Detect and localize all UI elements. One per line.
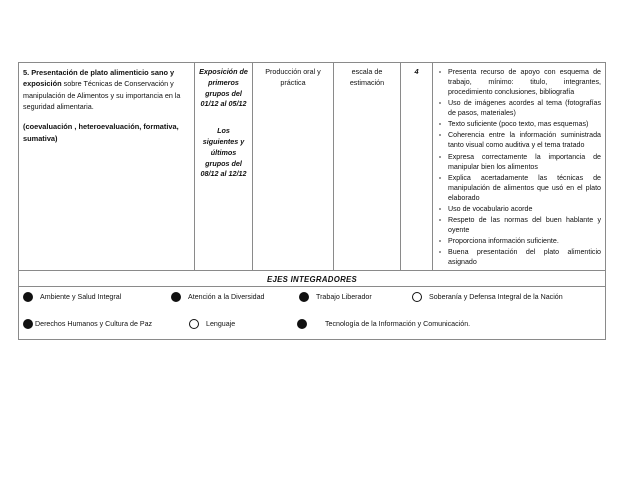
eje-tecnologia-informacion-comunicacion[interactable] — [297, 319, 470, 329]
list-item: Respeto de las normas del buen hablante y oyente — [437, 215, 601, 235]
list-item: Uso de vocabulario acorde — [437, 204, 601, 214]
list-item: Texto suficiente (poco texto, mas esquemas) — [437, 119, 601, 129]
activity-detail: sobre Técnicas de Conservación y manipulación de Alimentos y su importancia en la seguridad alimentaria. — [23, 79, 181, 112]
list-item: Expresa correctamente la importancia de manipular bien los alimentos — [437, 152, 601, 172]
radio-filled-icon — [297, 319, 307, 329]
cell-value: 4 — [401, 63, 433, 271]
ejes-items-row — [19, 287, 606, 340]
cell-dates — [195, 63, 253, 271]
activity-title: 5. Presentación de plato alimenticio sano y exposición — [23, 68, 175, 89]
activity-evaluation-types: (coevaluación , heteroevaluación, formativa, sumativa) — [23, 122, 179, 143]
ejes-title-row — [19, 271, 606, 287]
radio-filled-icon — [171, 292, 181, 302]
cell-criteria — [433, 63, 606, 271]
radio-empty-icon — [189, 319, 199, 329]
radio-filled-icon — [299, 292, 309, 302]
dates-block-first-groups: Exposición de primeros grupos del 01/12 al 05/12 — [199, 67, 248, 109]
eje-atencion-diversidad[interactable] — [171, 292, 265, 302]
list-item: Presenta recurso de apoyo con esquema de trabajo, mínimo: titulo, integrantes, procedimiento conclusiones, bibliografía — [437, 67, 601, 97]
dates-block-last-groups: Los siguientes y últimos grupos del 08/12 al 12/12 — [200, 126, 247, 179]
cell-production-type: Producción oral y práctica — [253, 63, 334, 271]
criteria-list — [437, 67, 601, 267]
radio-filled-icon — [23, 292, 33, 302]
eje-label: Lenguaje — [206, 320, 236, 329]
list-item: Uso de imágenes acordes al tema (fotografías de pasos, materiales) — [437, 98, 601, 118]
ejes-integradores-items — [19, 287, 606, 340]
eje-soberania-defensa-nacion[interactable] — [412, 292, 563, 302]
cell-instrument: escala de estimación — [334, 63, 401, 271]
list-item: Proporciona información suficiente. — [437, 236, 601, 246]
ejes-row-2 — [23, 316, 601, 337]
eje-label: Soberanía y Defensa Integral de la Nación — [429, 293, 563, 302]
list-item: Buena presentación del plato alimenticio asignado — [437, 247, 601, 267]
eje-label: Trabajo Liberador — [316, 293, 372, 302]
eje-label: Ambiente y Salud Integral — [40, 293, 122, 302]
evaluation-plan-table — [18, 62, 606, 340]
ejes-row-1 — [23, 291, 601, 308]
eje-label: Tecnología de la Información y Comunicación. — [325, 320, 471, 329]
eje-label: Derechos Humanos y Cultura de Paz — [35, 320, 153, 329]
list-item: Explica acertadamente las técnicas de manipulación de alimentos que usó en el plato elaborado — [437, 173, 601, 203]
eje-label: Atención a la Diversidad — [188, 293, 265, 302]
radio-empty-icon — [412, 292, 422, 302]
eje-ambiente-salud-integral[interactable] — [23, 292, 121, 302]
ejes-integradores-title: EJES INTEGRADORES — [19, 271, 606, 287]
eje-lenguaje[interactable] — [189, 319, 235, 329]
list-item: Coherencia entre la información suministrada tanto visual como auditiva y el tema tratado — [437, 130, 601, 150]
eje-trabajo-liberador[interactable] — [299, 292, 372, 302]
eje-derechos-humanos-cultura-paz[interactable] — [23, 319, 152, 329]
table-row — [19, 63, 606, 271]
cell-activity-description — [19, 63, 195, 271]
radio-filled-icon — [23, 319, 33, 329]
